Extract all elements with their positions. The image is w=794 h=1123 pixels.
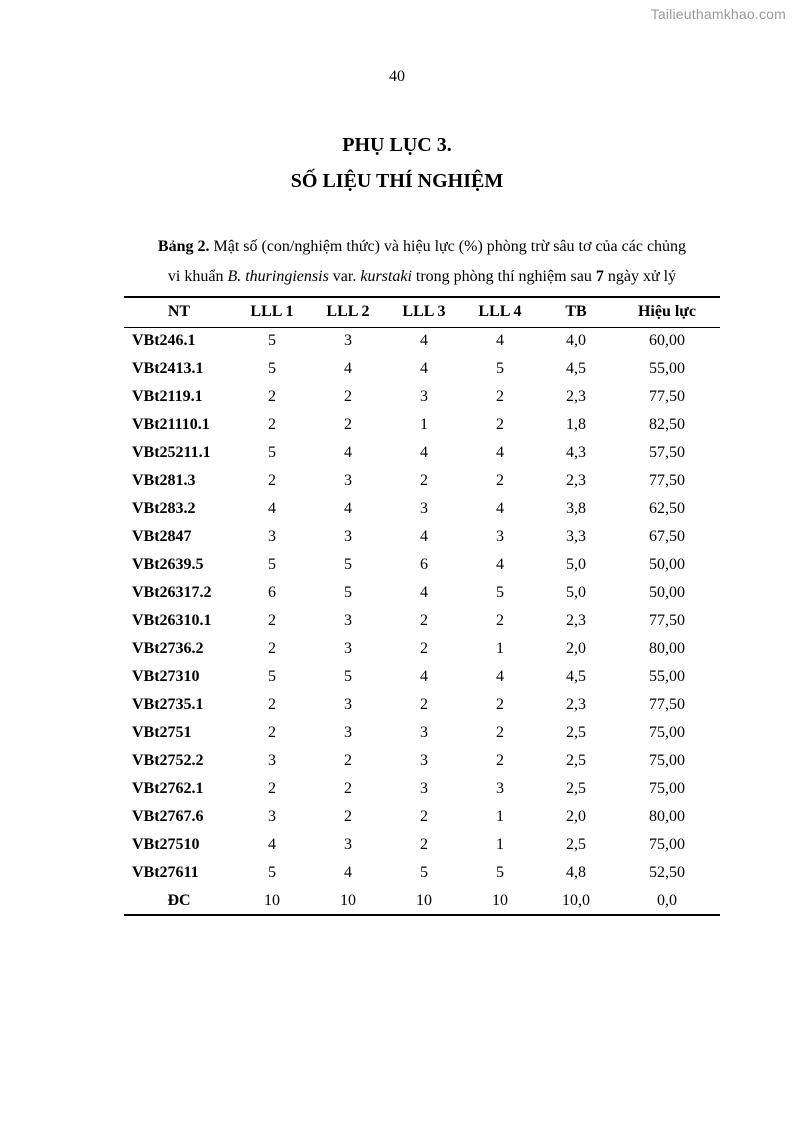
- table-row: [124, 467, 720, 495]
- table-caption-text: trong phòng thí nghiệm sau: [411, 268, 596, 285]
- table-cell: 80,00: [649, 640, 685, 657]
- treatment-cell: VBt281.3: [132, 472, 196, 489]
- table-cell: 3: [268, 752, 276, 769]
- table-caption-text: ngày xử lý: [603, 268, 677, 285]
- table-cell: 75,00: [649, 836, 685, 853]
- treatment-cell: VBt2752.2: [132, 752, 204, 769]
- table-cell: 82,50: [649, 416, 685, 433]
- table-row: [124, 803, 720, 831]
- table-cell: 3: [344, 612, 352, 629]
- table-cell: 4: [420, 528, 428, 545]
- table-row: [124, 327, 720, 355]
- table-row: [124, 579, 720, 607]
- column-header: LLL 4: [462, 297, 538, 327]
- table-cell: 1,8: [566, 416, 586, 433]
- table-cell: 4: [268, 500, 276, 517]
- watermark: Tailieuthamkhao.com: [650, 6, 786, 22]
- table-cell: 2: [268, 416, 276, 433]
- page-number: 40: [389, 68, 405, 85]
- table-cell: 4: [420, 584, 428, 601]
- table-cell: 5,0: [566, 556, 586, 573]
- table-cell: 3: [496, 780, 504, 797]
- table-cell: 5: [268, 556, 276, 573]
- table-cell: 4: [496, 556, 504, 573]
- table-cell: 52,50: [649, 864, 685, 881]
- table-cell: 3: [344, 724, 352, 741]
- table-row: [124, 859, 720, 887]
- table-cell: 2: [496, 612, 504, 629]
- table-cell: 75,00: [649, 780, 685, 797]
- table-row: [124, 495, 720, 523]
- table-cell: 67,50: [649, 528, 685, 545]
- table-cell: 60,00: [649, 332, 685, 350]
- table-cell: 2: [496, 388, 504, 405]
- column-header: LLL 1: [234, 297, 310, 327]
- days-value: 7: [595, 268, 604, 285]
- table-row: [124, 775, 720, 803]
- table-cell: 2,0: [566, 808, 586, 825]
- table-cell: 4: [496, 668, 504, 685]
- table-row: [124, 551, 720, 579]
- table-cell: 1: [496, 836, 504, 853]
- table-cell: 4: [496, 500, 504, 517]
- table-cell: 75,00: [649, 724, 685, 741]
- table-cell: 2: [496, 472, 504, 489]
- table-cell: 50,00: [649, 556, 685, 573]
- table-cell: 10: [310, 887, 386, 915]
- table-cell: 2: [268, 640, 276, 657]
- table-cell: 4,5: [566, 360, 586, 377]
- column-header: TB: [538, 297, 614, 327]
- table-caption-text: var.: [328, 268, 361, 285]
- table-cell: 3: [420, 388, 428, 405]
- appendix-subtitle: SỐ LIỆU THÍ NGHIỆM: [290, 170, 504, 192]
- treatment-cell: VBt283.2: [132, 500, 196, 517]
- table-cell: 2,5: [566, 752, 586, 769]
- table-cell: 5: [496, 360, 504, 377]
- table-cell: 2: [344, 808, 352, 825]
- table-cell: 62,50: [649, 500, 685, 517]
- table-row: [124, 747, 720, 775]
- table-cell: 3,3: [566, 528, 586, 545]
- column-header: NT: [124, 297, 234, 327]
- table-cell: 3: [420, 500, 428, 517]
- table-cell: 5: [268, 332, 276, 350]
- table-row: [124, 355, 720, 383]
- table-cell: 4: [420, 332, 428, 350]
- table-cell: 2: [344, 780, 352, 797]
- treatment-cell: VBt2736.2: [132, 640, 204, 657]
- column-header: LLL 2: [310, 297, 386, 327]
- table-cell: 3: [344, 332, 352, 350]
- table-cell: 4: [344, 864, 352, 881]
- table-cell: 2: [420, 836, 428, 853]
- table-cell: 5: [268, 360, 276, 377]
- table-cell: 2: [268, 472, 276, 489]
- table-cell: 1: [420, 416, 428, 433]
- table-cell: 3: [344, 836, 352, 853]
- table-header-row: [124, 297, 720, 327]
- table-cell: 4: [344, 444, 352, 461]
- table-cell: 3: [496, 528, 504, 545]
- table-cell: 10: [234, 887, 310, 915]
- treatment-cell: VBt2767.6: [132, 808, 204, 825]
- table-cell: 6: [420, 556, 428, 573]
- table-cell: 2: [420, 696, 428, 713]
- table-cell: 10: [462, 887, 538, 915]
- table-cell: 3: [268, 808, 276, 825]
- table-cell: 77,50: [649, 472, 685, 489]
- table-cell: 4: [420, 668, 428, 685]
- table-cell: 2,0: [566, 640, 586, 657]
- table-cell: 1: [496, 640, 504, 657]
- treatment-cell: VBt27510: [132, 836, 200, 853]
- treatment-cell: VBt2735.1: [132, 696, 204, 713]
- column-header: Hiệu lực: [614, 297, 720, 327]
- table-body: [124, 327, 720, 915]
- table-cell: 2: [268, 780, 276, 797]
- table-cell: 0,0: [614, 887, 720, 915]
- treatment-cell: VBt2639.5: [132, 556, 204, 573]
- table-cell: 4,0: [566, 332, 586, 350]
- treatment-cell: VBt25211.1: [132, 444, 211, 461]
- table-cell: 57,50: [649, 444, 685, 461]
- table-cell: 5: [496, 864, 504, 881]
- table-cell: 2: [268, 612, 276, 629]
- table-cell: 4,5: [566, 668, 586, 685]
- table-cell: 5,0: [566, 584, 586, 601]
- table-cell: 2: [420, 472, 428, 489]
- table-cell: 2: [420, 612, 428, 629]
- treatment-cell: VBt2413.1: [132, 360, 204, 377]
- table-cell: 2,5: [566, 836, 586, 853]
- table-cell: 1: [496, 808, 504, 825]
- table-cell: 4,8: [566, 864, 586, 881]
- table-cell: 2,3: [566, 388, 586, 405]
- treatment-cell: VBt2119.1: [132, 388, 203, 405]
- table-cell: 2: [268, 724, 276, 741]
- table-cell: 5: [344, 556, 352, 573]
- table-cell: 10: [386, 887, 462, 915]
- table-caption-text: vi khuẩn: [167, 268, 228, 285]
- table-cell: 2,3: [566, 612, 586, 629]
- table-caption-line-2: [124, 262, 720, 291]
- table-row: [124, 663, 720, 691]
- table-cell: 77,50: [649, 388, 685, 405]
- table-row: [124, 439, 720, 467]
- treatment-cell: VBt2847: [132, 528, 192, 545]
- treatment-cell: VBt246.1: [132, 332, 196, 350]
- treatment-cell: VBt2762.1: [132, 780, 204, 797]
- table-cell: 4: [420, 360, 428, 377]
- table-cell: 10,0: [538, 887, 614, 915]
- table-cell: 3,8: [566, 500, 586, 517]
- treatment-cell: VBt26310.1: [132, 612, 212, 629]
- table-cell: 75,00: [649, 752, 685, 769]
- table-row: [124, 887, 720, 915]
- variety-name: kurstaki: [360, 268, 412, 285]
- table-cell: 4: [496, 444, 504, 461]
- species-name: B. thuringiensis: [227, 268, 329, 285]
- table-cell: 3: [268, 528, 276, 545]
- table-row: [124, 383, 720, 411]
- table-row: [124, 719, 720, 747]
- table-caption-line-1: [124, 232, 720, 261]
- table-row: [124, 691, 720, 719]
- table-cell: 2: [344, 388, 352, 405]
- table-cell: 5: [268, 444, 276, 461]
- treatment-cell: VBt21110.1: [132, 416, 210, 433]
- table-cell: 2: [268, 696, 276, 713]
- table-row: [124, 607, 720, 635]
- treatment-cell: VBt26317.2: [132, 584, 212, 601]
- table-cell: 2: [344, 752, 352, 769]
- table-cell: 2: [344, 416, 352, 433]
- table-caption-label: Bảng 2.: [157, 238, 210, 255]
- table-cell: 3: [344, 528, 352, 545]
- table-cell: 2: [268, 388, 276, 405]
- table-cell: 2,5: [566, 780, 586, 797]
- treatment-cell: VBt2751: [132, 724, 192, 741]
- table-cell: 5: [268, 668, 276, 685]
- table-cell: 2: [496, 724, 504, 741]
- table-cell: 80,00: [649, 808, 685, 825]
- table-cell: 2: [420, 808, 428, 825]
- appendix-title: PHỤ LỤC 3.: [342, 134, 452, 156]
- treatment-cell: VBt27310: [132, 668, 200, 685]
- table-caption-text: Mật số (con/nghiệm thức) và hiệu lực (%) phòng trừ sâu tơ của các chủng: [209, 238, 687, 255]
- table-row: [124, 411, 720, 439]
- table-cell: 3: [344, 640, 352, 657]
- table-cell: 4,3: [566, 444, 586, 461]
- column-header: LLL 3: [386, 297, 462, 327]
- table-cell: 4: [496, 332, 504, 350]
- table-row: [124, 523, 720, 551]
- table-cell: 2: [420, 640, 428, 657]
- table-cell: 3: [420, 724, 428, 741]
- treatment-cell: VBt27611: [132, 864, 199, 881]
- table-row: [124, 831, 720, 859]
- table-cell: 5: [420, 864, 428, 881]
- table-cell: 4: [268, 836, 276, 853]
- table-cell: 2: [496, 696, 504, 713]
- table-cell: 3: [344, 472, 352, 489]
- table-cell: 6: [268, 584, 276, 601]
- table-cell: 3: [420, 752, 428, 769]
- treatment-cell: ĐC: [124, 887, 234, 915]
- table-cell: 4: [420, 444, 428, 461]
- table-cell: 3: [344, 696, 352, 713]
- table-cell: 4: [344, 500, 352, 517]
- table-cell: 2,3: [566, 472, 586, 489]
- table-cell: 2,5: [566, 724, 586, 741]
- data-table: [124, 296, 720, 916]
- table-cell: 5: [344, 668, 352, 685]
- table-cell: 55,00: [649, 360, 685, 377]
- table-cell: 5: [344, 584, 352, 601]
- table-cell: 77,50: [649, 612, 685, 629]
- table-cell: 5: [268, 864, 276, 881]
- table-cell: 55,00: [649, 668, 685, 685]
- table-cell: 50,00: [649, 584, 685, 601]
- table-cell: 2: [496, 416, 504, 433]
- table-cell: 3: [420, 780, 428, 797]
- table-cell: 5: [496, 584, 504, 601]
- table-cell: 2,3: [566, 696, 586, 713]
- table-cell: 77,50: [649, 696, 685, 713]
- table-row: [124, 635, 720, 663]
- table-cell: 4: [344, 360, 352, 377]
- table-cell: 2: [496, 752, 504, 769]
